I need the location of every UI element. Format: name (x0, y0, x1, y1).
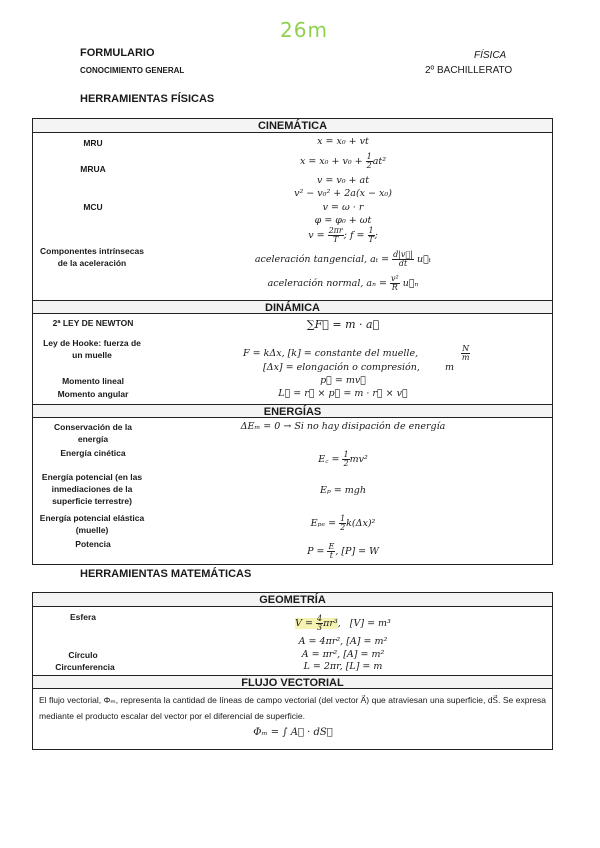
section-math-heading: HERRAMIENTAS MATEMÁTICAS (80, 568, 252, 580)
conservacion-label: Conservación de la energía (54, 422, 132, 444)
circunferencia-label: Circunferencia (55, 662, 115, 672)
dinamica-header: DINÁMICA (33, 300, 552, 314)
eq-circumference: L = 2πr, [L] = m (303, 661, 383, 672)
eq-mru: x = x₀ + vt (317, 136, 369, 147)
momento-lineal-label: Momento lineal (62, 376, 124, 386)
hooke-label: Ley de Hooke: fuerza de un muelle (43, 338, 141, 360)
eq-tangential-acceleration: aceleración tangencial, aₜ = $\frac{d|v⃗|}{dt}$ u⃗ₜ (254, 250, 432, 268)
subject-label: FÍSICA (474, 50, 507, 61)
physics-table (32, 118, 553, 565)
eq-hooke: F = kΔx, [k] = constante del muelle, $\frac{N}{m}$ (243, 344, 470, 362)
eq-normal-acceleration: aceleración normal, aₙ = $\frac{\text{v²}}{R}$ u⃗ₙ (267, 274, 419, 292)
eq-angular-momentum: L⃗ = r⃗ × p⃗ = m · r⃗ × v⃗ (278, 388, 408, 399)
cinetica-label: Energía cinética (60, 448, 126, 458)
elastica-label: Energía potencial elástica (muelle) (39, 513, 145, 535)
eq-circle-area: A = πr², [A] = m² (301, 649, 385, 660)
document-subtitle: CONOCIMIENTO GENERAL (80, 66, 185, 75)
mru-label: MRU (83, 138, 103, 148)
eq-mrua-torricelli: v² − v₀² + 2a(x − x₀) (294, 188, 392, 199)
mrua-label: MRUA (80, 164, 106, 174)
flujo-paragraph: El flujo vectorial, Φₘ, representa la cantidad de líneas de campo vectorial (del vector A⃗) que atraviesan una superficie, dS⃗. Se expresa mediante el producto escalar del vector por el diferencial de superficie. (39, 695, 546, 721)
geometria-header: GEOMETRÍA (33, 593, 552, 607)
eq-mrua-position: x = x₀ + v₀ + $\frac{1}{2}$ at² (299, 152, 387, 170)
course-label: 2º BACHILLERATO (425, 65, 513, 76)
eq-newton: ∑F⃗ = m · a⃗ (306, 318, 380, 331)
circulo-label: Círculo (68, 650, 98, 660)
eq-potential-energy: Eₚ = mgh (320, 485, 366, 496)
potencial-label: Energía potencial (en las inmediaciones de la superficie terrestre) (41, 472, 143, 506)
eq-kinetic-energy: E꜀ = $\frac{1}{2}$ mv² (318, 450, 368, 468)
potencia-label: Potencia (75, 539, 111, 549)
cinematica-header: CINEMÁTICA (33, 119, 552, 133)
eq-hooke-elongation: [Δx] = elongación o compresión, m (263, 362, 454, 373)
esfera-label: Esfera (70, 612, 96, 622)
energias-header: ENERGÍAS (33, 404, 552, 418)
eq-mcu-velocity: v = ω · r (322, 202, 364, 213)
eq-energy-conservation: ΔEₘ = 0 → Si no hay disipación de energía (240, 421, 446, 432)
eq-mcu-period: v = $\frac{2\pi r}{T}$ ; f = $\frac{1}{T}$ ; (308, 226, 378, 244)
handwritten-mark: 26m (280, 18, 328, 42)
eq-flux: Φₘ = ∫ A⃗ · dS⃗ (253, 727, 333, 738)
newton-label: 2ª LEY DE NEWTON (52, 318, 134, 328)
eq-mcu-angle: φ = φ₀ + ωt (314, 215, 372, 226)
eq-sphere-volume: V = $\frac{4}{3}$ πr³, [V] = m³ (295, 614, 391, 632)
eq-elastic-energy: Eₚₑ = $\frac{1}{2}$ k(Δx)² (310, 514, 376, 532)
flujo-header: FLUJO VECTORIAL (33, 675, 552, 689)
mcu-label: MCU (83, 202, 103, 212)
eq-power: P = $\frac{E}{t}$ , [P] = W (307, 542, 379, 560)
document-title: FORMULARIO (80, 47, 155, 59)
math-table (32, 592, 553, 750)
eq-linear-momentum: p⃗ = mv⃗ (320, 375, 366, 386)
componentes-label: Componentes intrínsecas de la aceleración (40, 246, 144, 268)
eq-mrua-velocity: v = v₀ + at (316, 175, 370, 186)
momento-angular-label: Momento angular (57, 389, 129, 399)
eq-sphere-area: A = 4πr², [A] = m² (298, 636, 388, 647)
section-physics-heading: HERRAMIENTAS FÍSICAS (80, 93, 215, 105)
